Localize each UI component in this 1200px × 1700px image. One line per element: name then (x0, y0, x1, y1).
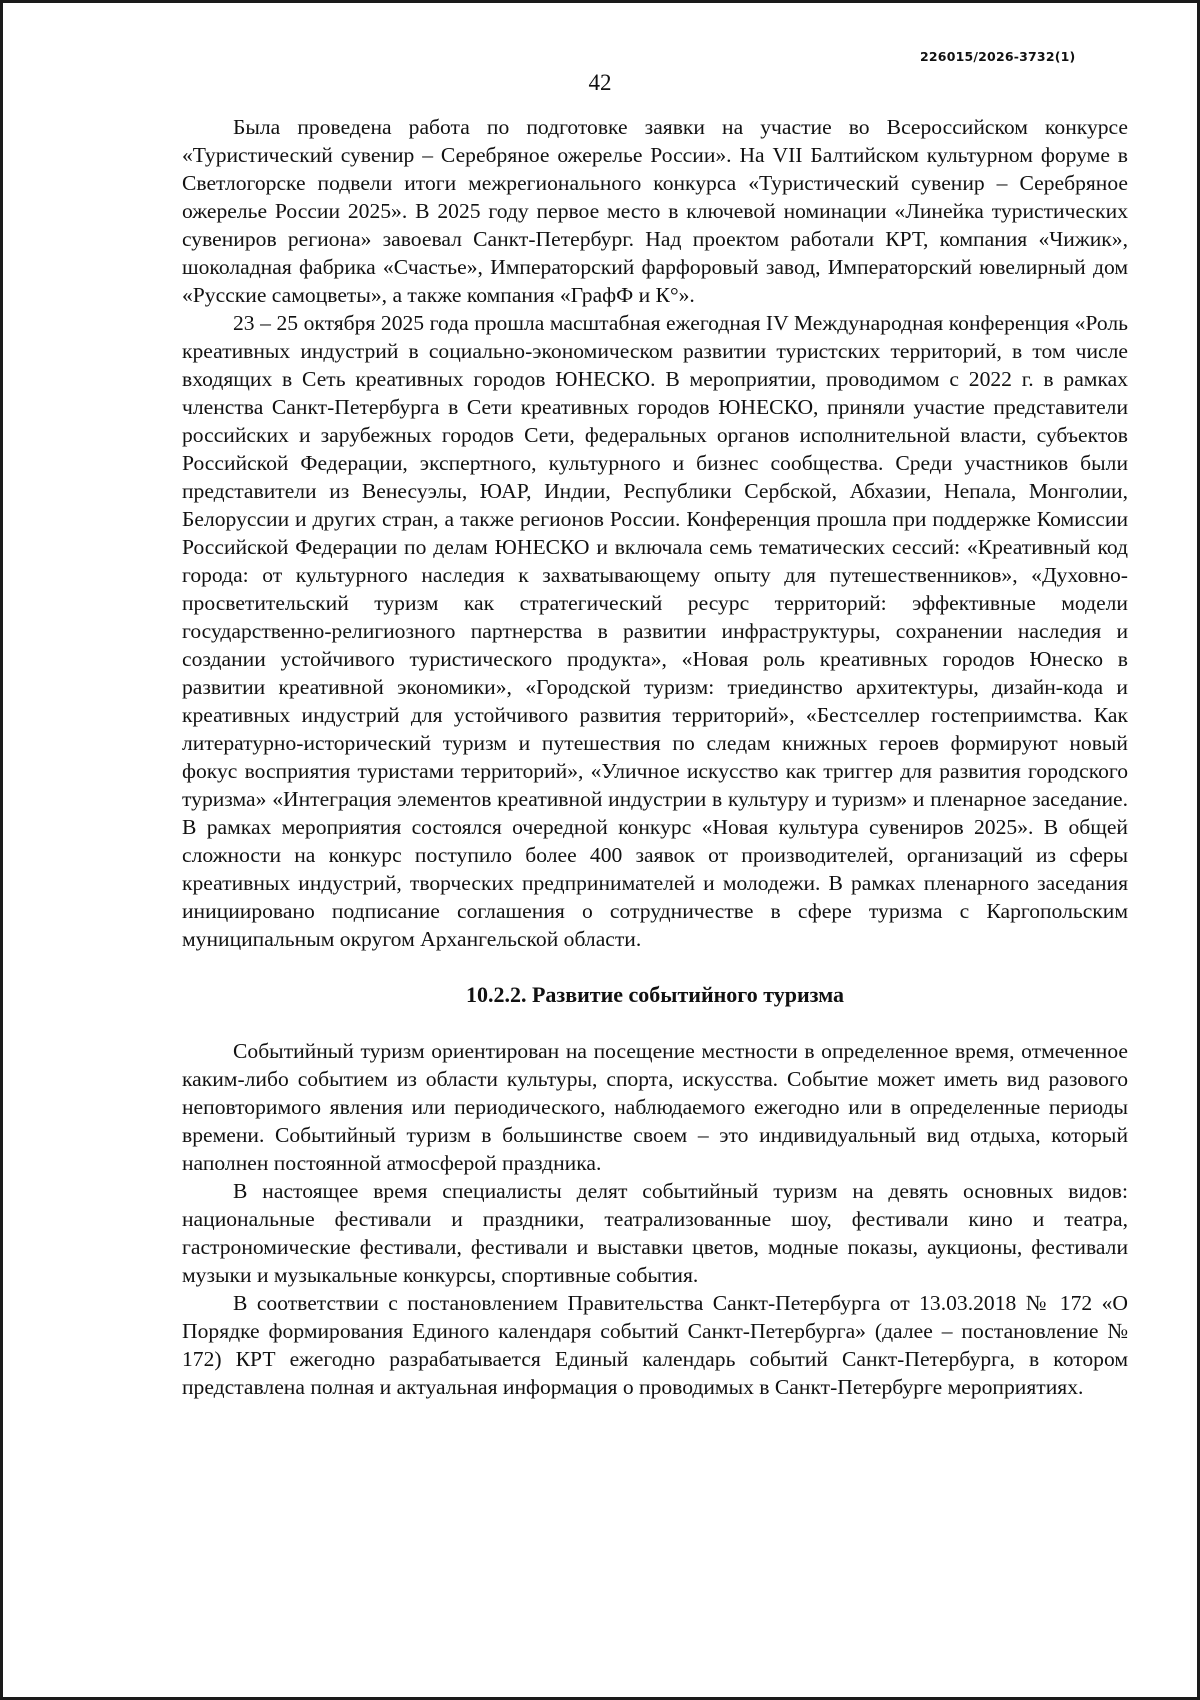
document-body (182, 113, 1128, 1401)
paragraph-event-tourism-definition: Событийный туризм ориентирован на посещение местности в определенное время, отмеченное каким-либо событием из области культуры, спорта, искусства. Событие может иметь вид разового неповторимого явления или периодического, наблюдаемого ежегодно или в определенные периоды времени. Событийный туризм в большинстве своем – это индивидуальный вид отдыха, который наполнен постоянной атмосферой праздника. (182, 1039, 1128, 1175)
paragraph-event-tourism-types: В настоящее время специалисты делят событийный туризм на девять основных видов: национальные фестивали и праздники, театрализованные шоу, фестивали кино и театра, гастрономические фестивали, фестивали и выставки цветов, модные показы, аукционы, фестивали музыки и музыкальные конкурсы, спортивные события. (182, 1179, 1128, 1287)
scan-border-left (0, 0, 3, 1700)
paragraph-souvenir-contest: Была проведена работа по подготовке заявки на участие во Всероссийском конкурсе «Туристический сувенир – Серебряное ожерелье России». На VII Балтийском культурном форуме в Светлогорске подвели итоги межрегионального конкурса «Туристический сувенир – Серебряное ожерелье России 2025». В 2025 году первое место в ключевой номинации «Линейка туристических сувениров региона» завоевал Санкт-Петербург. Над проектом работали КРТ, компания «Чижик», шоколадная фабрика «Счастье», Императорский фарфоровый завод, Императорский ювелирный дом «Русские самоцветы», а также компания «ГрафФ и К°». (182, 115, 1128, 307)
paragraph-events-calendar: В соответствии с постановлением Правительства Санкт-Петербурга от 13.03.2018 № 172 «О Порядке формирования Единого календаря событий Санкт-Петербурга» (далее – постановление № 172) КРТ ежегодно разрабатывается Единый календарь событий Санкт-Петербурга, в котором представлена полная и актуальная информация о проводимых в Санкт-Петербурге мероприятиях. (182, 1291, 1128, 1399)
page-number: 42 (588, 70, 612, 95)
document-id: 226015/2026-3732(1) (920, 49, 1076, 64)
section-heading: 10.2.2. Развитие событийного туризма (465, 982, 845, 1007)
scan-border-top (0, 0, 1200, 3)
paragraph-unesco-conference: 23 – 25 октября 2025 года прошла масштабная ежегодная IV Международная конференция «Роль креативных индустрий в социально-экономическом развитии туристских территорий, в том числе входящих в Сеть креативных городов ЮНЕСКО. В мероприятии, проводимом с 2022 г. в рамках членства Санкт-Петербурга в Сети креативных городов ЮНЕСКО, приняли участие представители российских и зарубежных городов Сети, федеральных органов исполнительной власти, субъектов Российской Федерации, экспертного, культурного и бизнес сообщества. Среди участников были представители из Венесуэлы, ЮАР, Индии, Республики Сербской, Абхазии, Непала, Монголии, Белоруссии и других стран, а также регионов России. Конференция прошла при поддержке Комиссии Российской Федерации по делам ЮНЕСКО и включала семь тематических сессий: «Креативный код города: от культурного наследия к захватывающему опыту для путешественников», «Духовно-просветительский туризм как стратегический ресурс территорий: эффективные модели государственно-религиозного партнерства в развитии инфраструктуры, сохранении наследия и создании устойчивого туристического продукта», «Новая роль креативных городов Юнеско в развитии креативной экономики», «Городской туризм: триединство архитектуры, дизайн-кода и креативных индустрий для устойчивого развития территорий», «Бестселлер гостеприимства. Как литературно-исторический туризм и путешествия по следам книжных героев формируют новый фокус восприятия туристами территорий», «Уличное искусство как триггер для развития городского туризма» «Интеграция элементов креативной индустрии в культуру и туризм» и пленарное заседание. В рамках мероприятия состоялся очередной конкурс «Новая культура сувениров 2025». В общей сложности на конкурс поступило более 400 заявок от производителей, организаций из сферы креативных индустрий, творческих предпринимателей и молодежи. В рамках пленарного заседания инициировано подписание соглашения о сотрудничестве в сфере туризма с Каргопольским муниципальным округом Архангельской области. (182, 311, 1128, 951)
